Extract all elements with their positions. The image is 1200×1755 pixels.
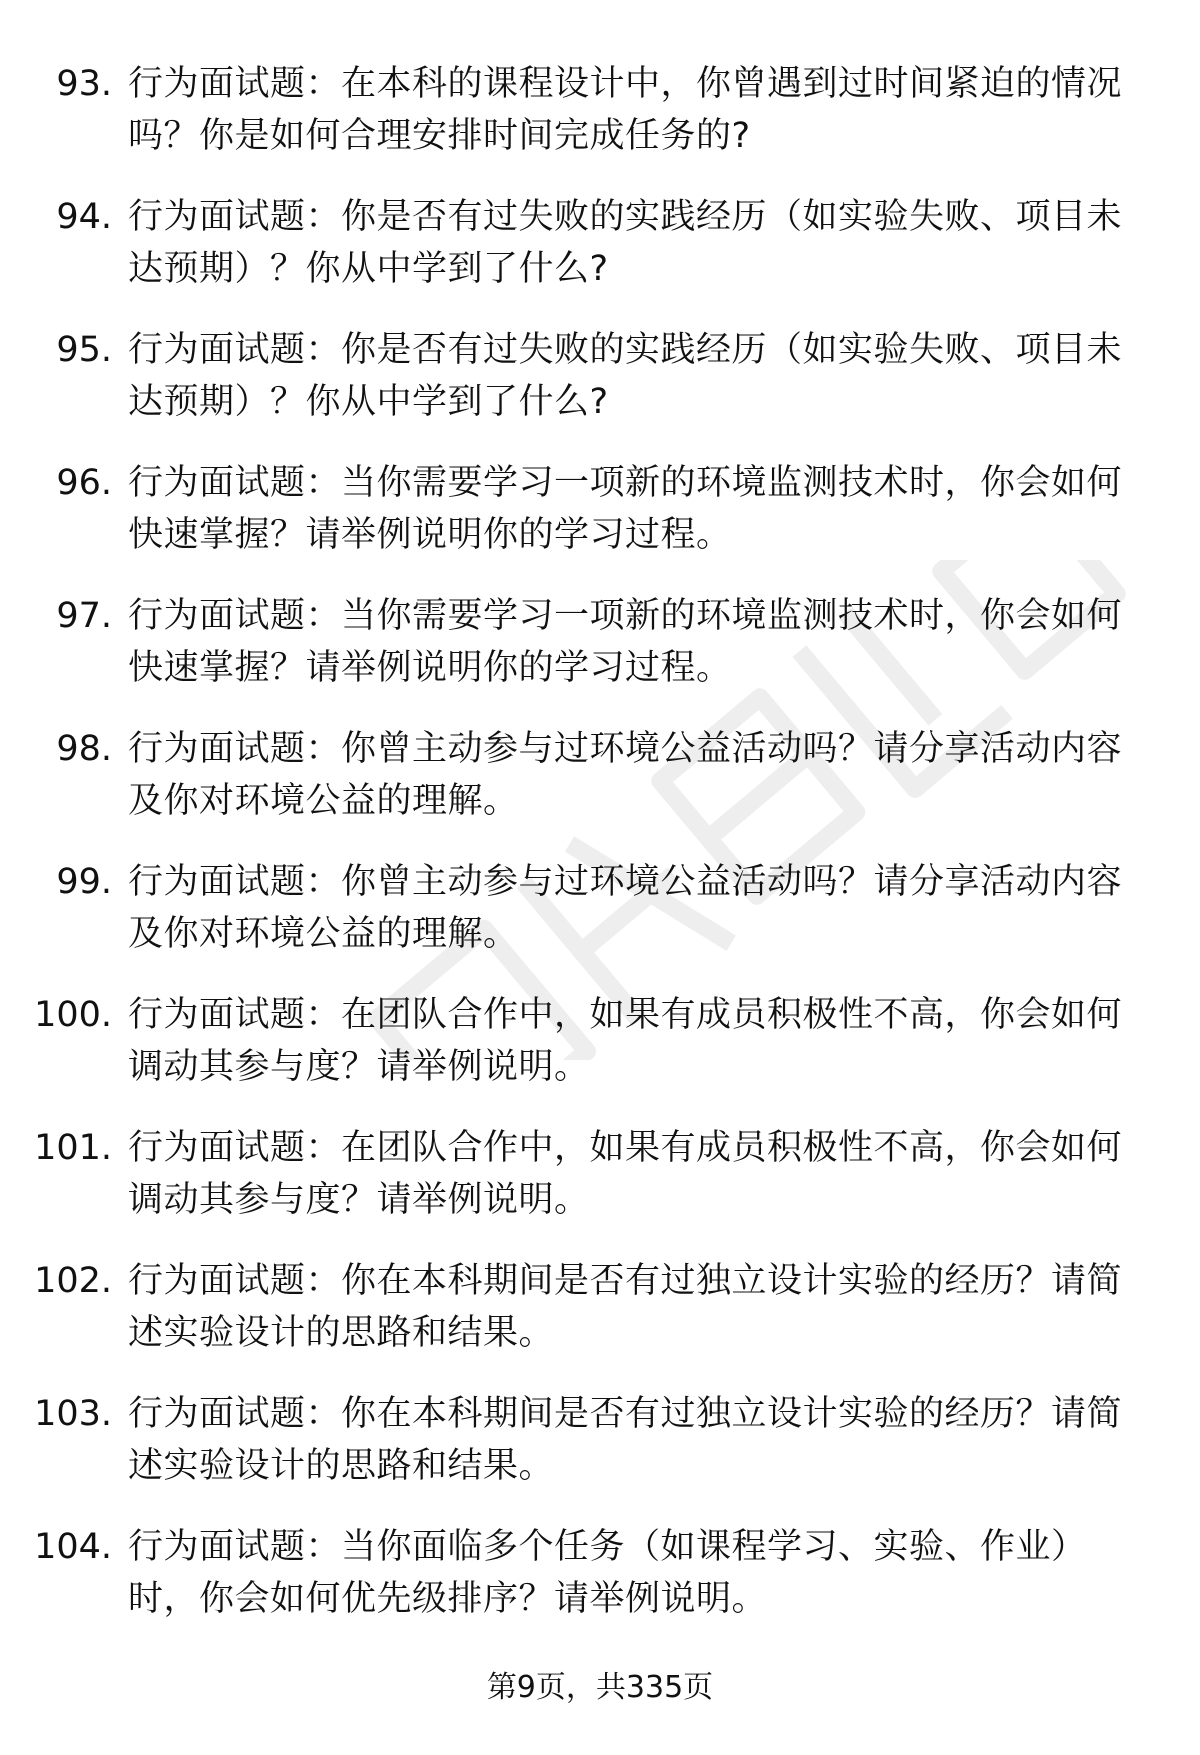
question-number: 94.	[56, 197, 112, 237]
question-text: 行为面试题：你在本科期间是否有过独立设计实验的经历？请简述实验设计的思路和结果。	[128, 1261, 1123, 1353]
question-text: 行为面试题：你在本科期间是否有过独立设计实验的经历？请简述实验设计的思路和结果。	[128, 1394, 1123, 1486]
question-number: 96.	[56, 463, 112, 503]
question-number: 97.	[56, 596, 112, 636]
question-text: 行为面试题：在团队合作中，如果有成员积极性不高，你会如何调动其参与度？请举例说明。	[128, 1128, 1123, 1220]
question-number: 95.	[56, 330, 112, 370]
question-item-95	[0, 324, 1200, 457]
question-number: 98.	[56, 729, 112, 769]
question-item-93	[0, 58, 1200, 191]
question-text: 行为面试题：在本科的课程设计中，你曾遇到过时间紧迫的情况吗？你是如何合理安排时间完成任务的?	[128, 64, 1123, 156]
question-number: 104.	[34, 1527, 112, 1567]
question-number: 103.	[34, 1394, 112, 1434]
question-number: 93.	[56, 64, 112, 104]
page-footer	[0, 1666, 1200, 1710]
question-item-96	[0, 457, 1200, 590]
question-text: 行为面试题：你曾主动参与过环境公益活动吗？请分享活动内容及你对环境公益的理解。	[128, 862, 1123, 954]
question-text: 行为面试题：你曾主动参与过环境公益活动吗？请分享活动内容及你对环境公益的理解。	[128, 729, 1123, 821]
question-item-99	[0, 856, 1200, 989]
question-item-102	[0, 1255, 1200, 1388]
page-number-label: 第9页，共335页	[486, 1670, 714, 1705]
question-item-97	[0, 590, 1200, 723]
question-number: 101.	[34, 1128, 112, 1168]
question-text: 行为面试题：当你需要学习一项新的环境监测技术时，你会如何快速掌握？请举例说明你的学习过程。	[128, 463, 1123, 555]
question-text: 行为面试题：在团队合作中，如果有成员积极性不高，你会如何调动其参与度？请举例说明。	[128, 995, 1123, 1087]
question-number: 99.	[56, 862, 112, 902]
question-item-94	[0, 191, 1200, 324]
question-item-101	[0, 1122, 1200, 1255]
question-item-103	[0, 1388, 1200, 1521]
question-text: 行为面试题：当你需要学习一项新的环境监测技术时，你会如何快速掌握？请举例说明你的学习过程。	[128, 596, 1123, 688]
question-list	[0, 58, 1200, 1654]
question-text: 行为面试题：你是否有过失败的实践经历（如实验失败、项目未达预期）？你从中学到了什么?	[128, 197, 1123, 289]
question-text: 行为面试题：当你面临多个任务（如课程学习、实验、作业）时，你会如何优先级排序？请举例说明。	[128, 1527, 1087, 1619]
question-item-100	[0, 989, 1200, 1122]
question-item-98	[0, 723, 1200, 856]
question-number: 100.	[34, 995, 112, 1035]
question-number: 102.	[34, 1261, 112, 1301]
question-text: 行为面试题：你是否有过失败的实践经历（如实验失败、项目未达预期）？你从中学到了什么?	[128, 330, 1123, 422]
question-item-104	[0, 1521, 1200, 1654]
